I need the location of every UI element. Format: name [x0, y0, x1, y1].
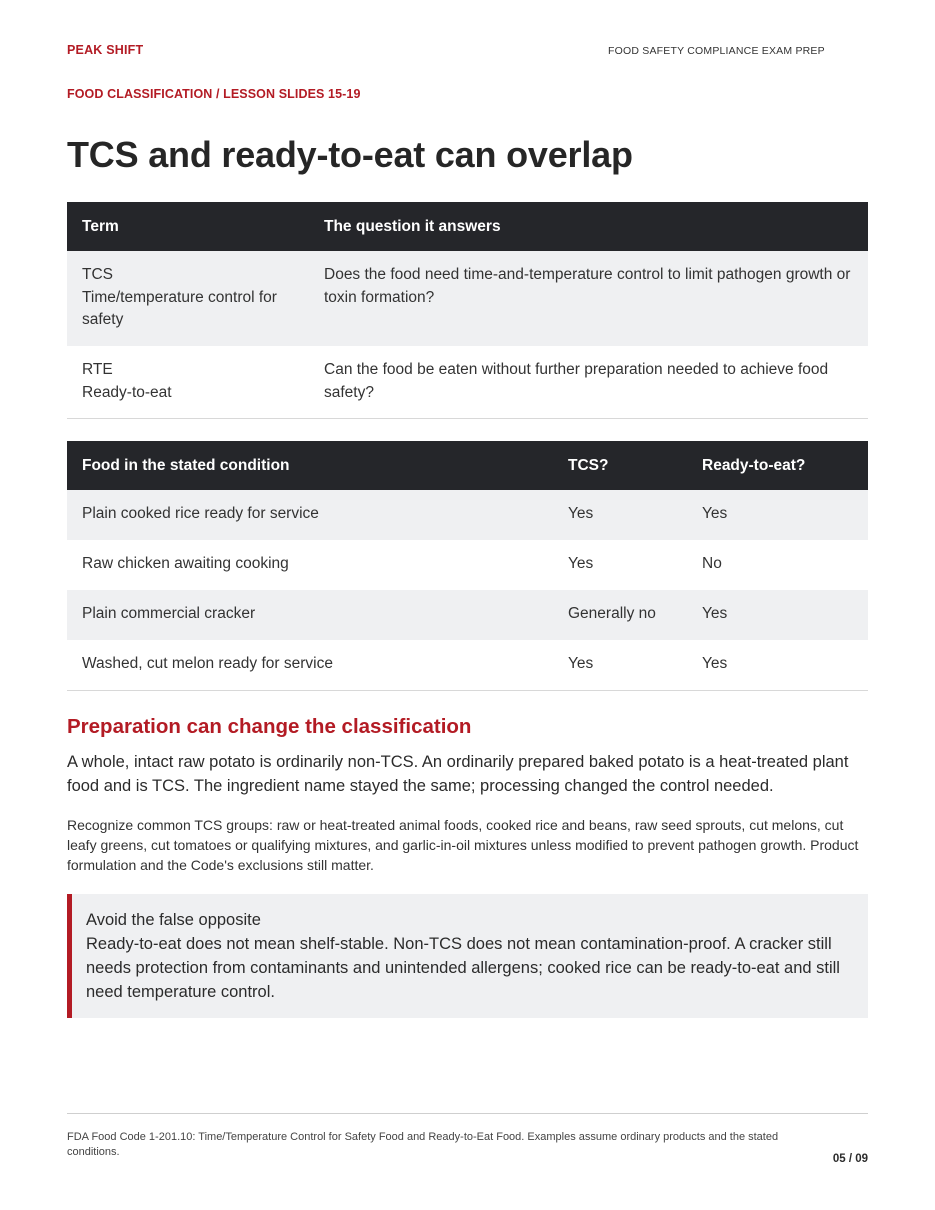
food-cell: Plain commercial cracker [67, 590, 553, 640]
table-row [67, 490, 868, 540]
foods-header-rte: Ready-to-eat? [687, 441, 868, 490]
page-number: 05 / 09 [832, 1153, 868, 1165]
terms-header-question: The question it answers [309, 202, 868, 251]
term-cell [67, 346, 309, 419]
food-cell: Plain cooked rice ready for service [67, 490, 553, 540]
term-cell [67, 251, 309, 346]
question-cell: Can the food be eaten without further preparation needed to achieve food safety? [309, 346, 868, 419]
brand-name: PEAK SHIFT [67, 43, 144, 57]
table-row [67, 590, 868, 640]
tcs-cell: Yes [553, 640, 687, 691]
tcs-cell: Yes [568, 555, 594, 572]
rte-cell: Yes [687, 490, 868, 540]
footer-note: FDA Food Code 1-201.10: Time/Temperature Control for Safety Food and Ready-to-Eat Food. Examples assume ordinary products and the stated conditions. [67, 1131, 779, 1158]
rte-cell: Yes [687, 590, 868, 640]
foods-header-food: Food in the stated condition [67, 441, 553, 490]
callout-box [67, 894, 868, 1018]
footer-divider [67, 1113, 868, 1114]
terms-header-term: Term [67, 202, 309, 251]
tcs-cell: Yes [553, 490, 687, 540]
question-cell: Does the food need time-and-temperature control to limit pathogen growth or toxin formation? [309, 251, 868, 346]
food-cell: Raw chicken awaiting cooking [82, 555, 289, 572]
section-paragraph-small: Recognize common TCS groups: raw or heat-treated animal foods, cooked rice and beans, raw seed sprouts, cut melons, cut leafy greens, cut tomatoes or qualifying mixtures, and garlic-in-oil mixtures unless modified to prevent pathogen growth. Product formulation and the Code's exclusions still matter. [67, 817, 859, 873]
exam-title: FOOD SAFETY COMPLIANCE EXAM PREP [608, 45, 825, 57]
foods-header-tcs: TCS? [553, 441, 687, 490]
table-row [67, 346, 868, 419]
term-full: Ready-to-eat [82, 383, 172, 401]
table-row [67, 540, 868, 590]
section-paragraph: A whole, intact raw potato is ordinarily non-TCS. An ordinarily prepared baked potato is a heat-treated plant food and is TCS. The ingredient name stayed the same; processing changed the control needed. [67, 753, 849, 795]
term-abbr: RTE [82, 361, 113, 378]
page-title: TCS and ready-to-eat can overlap [67, 134, 633, 175]
rte-cell: No [702, 555, 722, 572]
breadcrumb: FOOD CLASSIFICATION / LESSON SLIDES 15-19 [67, 87, 361, 101]
document-page [67, 0, 868, 1210]
term-abbr: TCS [82, 266, 113, 283]
terms-table-header [67, 202, 868, 251]
table-row [67, 640, 868, 691]
foods-table-header [67, 441, 868, 490]
term-full: Time/temperature control for safety [82, 288, 277, 328]
foods-table [67, 441, 868, 691]
terms-table [67, 202, 868, 419]
rte-cell: Yes [687, 640, 868, 691]
table-row [67, 251, 868, 346]
callout-body: Ready-to-eat does not mean shelf-stable. Non-TCS does not mean contamination-proof. A cracker still needs protection from contaminants and unintended allergens; cooked rice can be ready-to-eat and still need temperature control. [86, 935, 840, 1001]
tcs-cell: Generally no [553, 590, 687, 640]
callout-title: Avoid the false opposite [86, 911, 261, 929]
food-cell: Washed, cut melon ready for service [67, 640, 553, 691]
section-heading: Preparation can change the classification [67, 715, 472, 738]
